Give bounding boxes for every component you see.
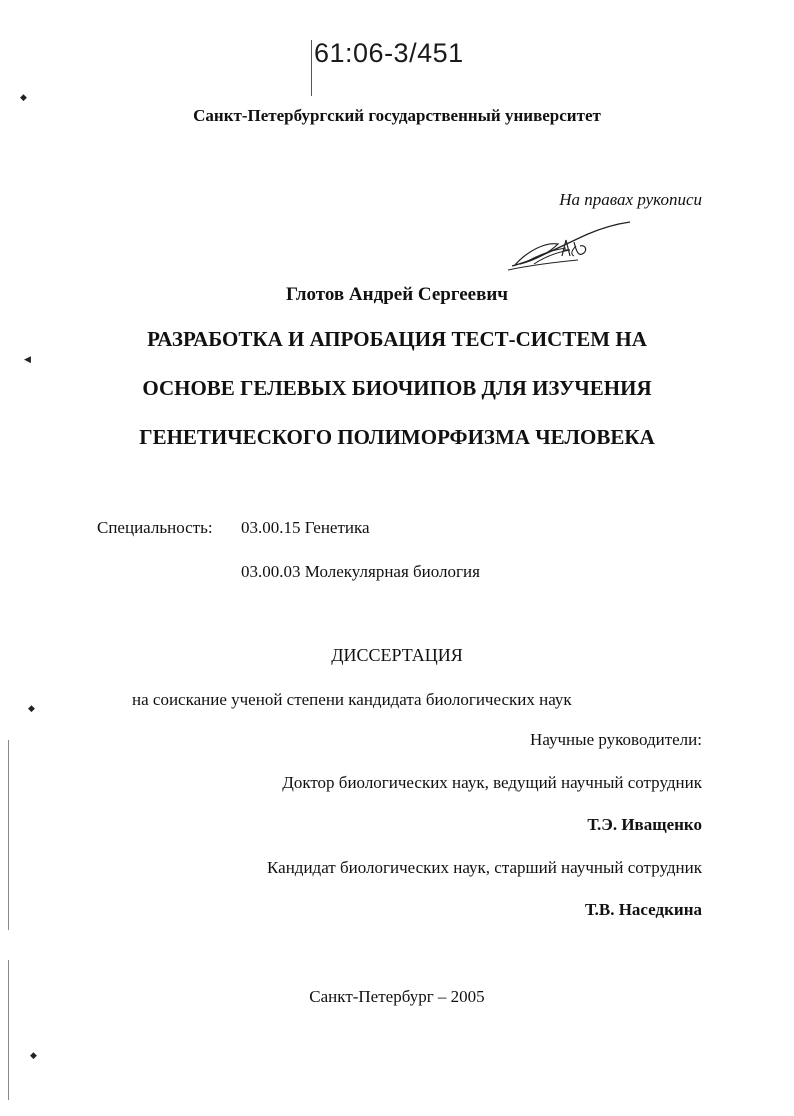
thesis-title-line-1: РАЗРАБОТКА И АПРОБАЦИЯ ТЕСТ-СИСТЕМ НА: [147, 327, 647, 351]
supervisor-1-name: Т.Э. Иващенко: [587, 815, 702, 834]
thesis-title-line-2: ОСНОВЕ ГЕЛЕВЫХ БИОЧИПОВ ДЛЯ ИЗУЧЕНИЯ: [142, 376, 652, 400]
degree-statement: на соискание ученой степени кандидата биологических наук: [132, 690, 572, 709]
stamp-divider: [311, 40, 312, 96]
supervisors-label: Научные руководители:: [530, 730, 702, 749]
supervisor-2-name: Т.В. Наседкина: [584, 900, 702, 919]
city-and-year: Санкт-Петербург – 2005: [309, 987, 485, 1006]
supervisor-2-position: Кандидат биологических наук, старший научный сотрудник: [267, 858, 702, 877]
scan-edge-line: [8, 740, 9, 930]
scan-mark-dot: ◆: [28, 703, 35, 713]
specialty-label: Специальность:: [97, 518, 213, 537]
document-type: ДИССЕРТАЦИЯ: [331, 645, 463, 665]
thesis-title-line-3: ГЕНЕТИЧЕСКОГО ПОЛИМОРФИЗМА ЧЕЛОВЕКА: [139, 425, 655, 449]
archive-code-stamp: 61:06-3/451: [314, 38, 464, 68]
university-name: Санкт-Петербургский государственный университет: [193, 106, 601, 125]
supervisor-1-position: Доктор биологических наук, ведущий научный сотрудник: [282, 773, 702, 792]
author-signature: [506, 220, 636, 276]
scan-mark-arrow: ◀: [24, 354, 31, 364]
manuscript-rights-note: На правах рукописи: [559, 190, 702, 209]
scan-edge-line: [8, 960, 9, 1100]
scan-mark-dot: ◆: [30, 1050, 37, 1060]
scan-mark-dot: ◆: [20, 92, 27, 102]
specialty-molecular-biology: 03.00.03 Молекулярная биология: [241, 562, 480, 581]
specialty-genetics: 03.00.15 Генетика: [241, 518, 370, 537]
author-name: Глотов Андрей Сергеевич: [285, 284, 509, 305]
